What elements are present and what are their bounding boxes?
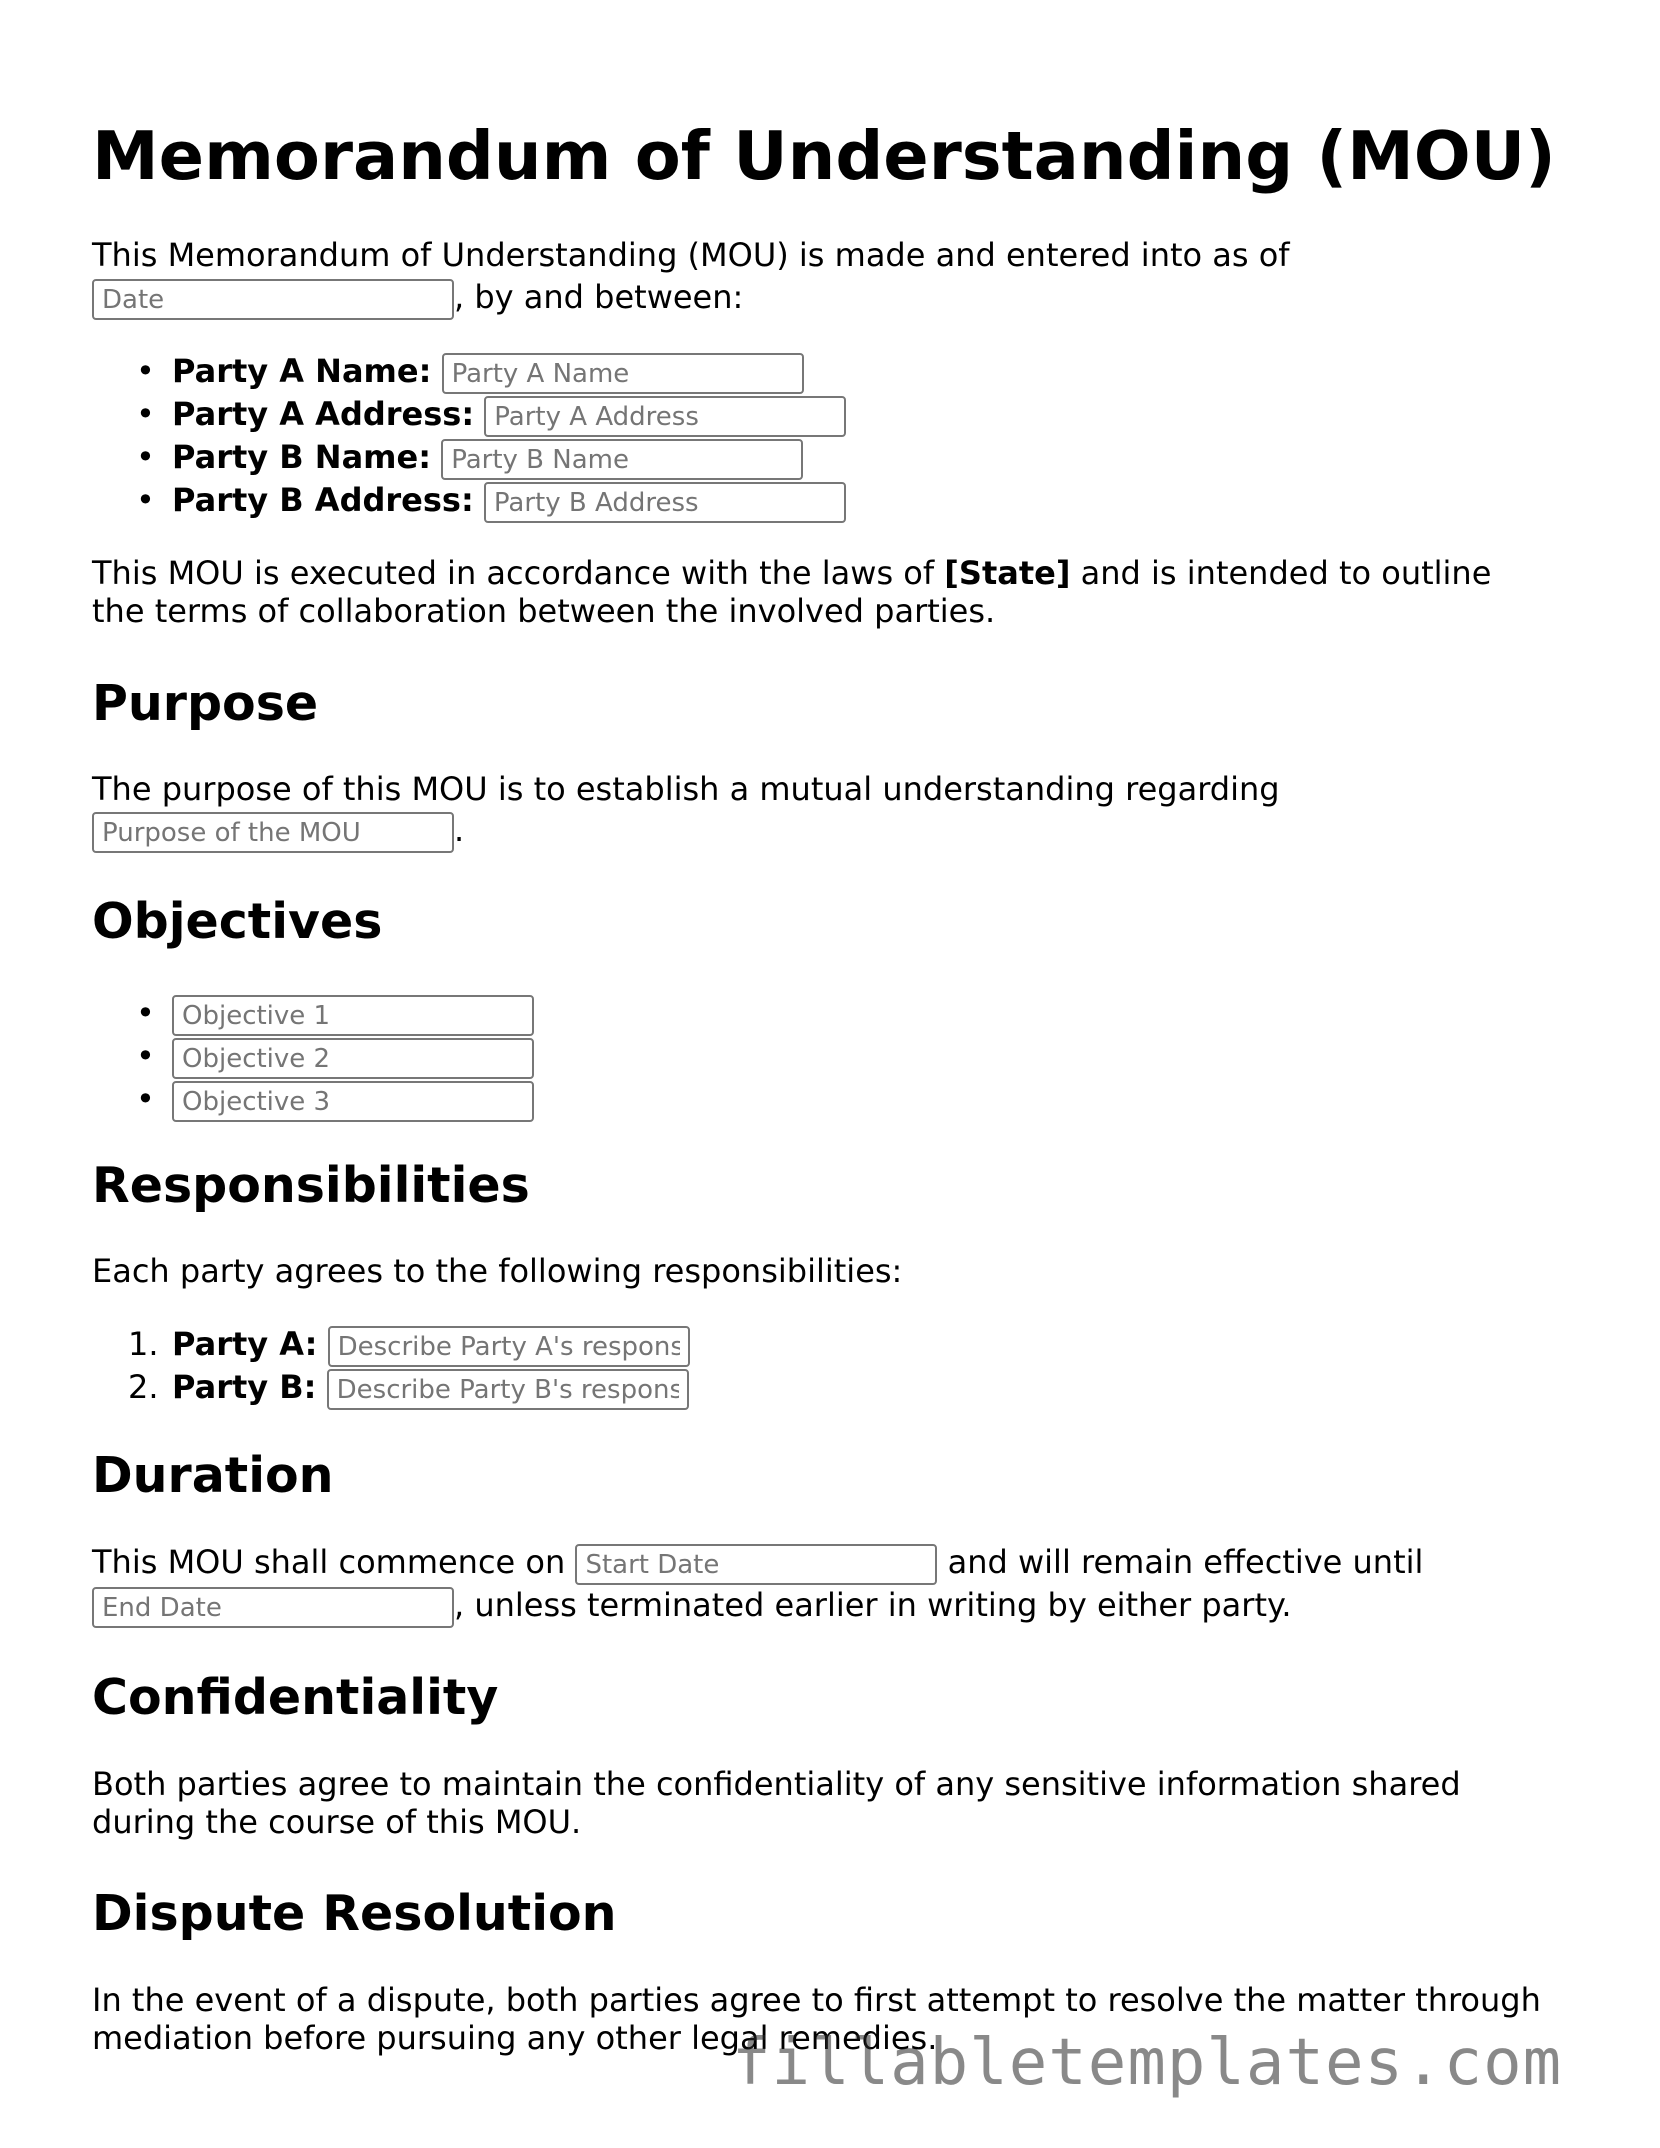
party-b-address-input[interactable] — [484, 482, 846, 523]
dispute-line-1: In the event of a dispute, both parties agree to first attempt to resolve the matter through — [92, 1981, 1541, 2019]
end-date-input[interactable] — [92, 1587, 454, 1628]
list-item — [136, 479, 846, 522]
laws-line-1 — [92, 554, 1491, 592]
bullet: • — [136, 352, 155, 390]
watermark: fillabletemplates.com — [732, 2026, 1563, 2100]
duration-line-1 — [92, 1543, 1423, 1585]
responsibilities-heading: Responsibilities — [92, 1157, 530, 1214]
responsibilities-list — [128, 1323, 690, 1409]
duration-text-middle: and will remain effective until — [947, 1543, 1424, 1581]
parties-list — [136, 350, 846, 522]
party-a-resp-label: Party A: — [172, 1325, 318, 1363]
bullet: • — [136, 1080, 155, 1118]
objective-1-input[interactable] — [172, 995, 534, 1036]
list-item — [136, 992, 534, 1035]
duration-text-after: , unless terminated earlier in writing by either party. — [454, 1586, 1292, 1624]
page-title: Memorandum of Understanding (MOU) — [92, 117, 1556, 195]
purpose-input[interactable] — [92, 812, 454, 853]
objective-3-input[interactable] — [172, 1081, 534, 1122]
list-item — [136, 1078, 534, 1121]
responsibilities-text: Each party agrees to the following responsibilities: — [92, 1252, 903, 1290]
list-item — [136, 436, 846, 479]
party-a-name-label: Party A Name: — [172, 352, 432, 390]
party-b-name-label: Party B Name: — [172, 438, 432, 476]
objectives-heading: Objectives — [92, 893, 383, 950]
dispute-line-2: mediation before pursuing any other legal remedies. — [92, 2019, 938, 2057]
purpose-end: . — [454, 811, 465, 849]
confidentiality-line-1: Both parties agree to maintain the confidentiality of any sensitive information shared — [92, 1765, 1461, 1803]
list-item — [136, 350, 846, 393]
confidentiality-line-2: during the course of this MOU. — [92, 1803, 582, 1841]
bullet: • — [136, 994, 155, 1032]
party-b-address-label: Party B Address: — [172, 481, 474, 519]
party-a-responsibilities-input[interactable] — [328, 1326, 690, 1367]
bullet: • — [136, 1037, 155, 1075]
intro-date-line — [92, 278, 743, 320]
purpose-text: The purpose of this MOU is to establish a mutual understanding regarding — [92, 770, 1280, 808]
bullet: • — [136, 481, 155, 519]
laws-text-after: and is intended to outline — [1080, 554, 1492, 592]
party-b-name-input[interactable] — [441, 439, 803, 480]
duration-text-before: This MOU shall commence on — [92, 1543, 566, 1581]
dispute-heading: Dispute Resolution — [92, 1885, 617, 1942]
intro-text-after: , by and between: — [454, 278, 744, 316]
list-number: 2. — [128, 1368, 159, 1406]
purpose-heading: Purpose — [92, 675, 319, 732]
list-item — [128, 1323, 690, 1366]
confidentiality-heading: Confidentiality — [92, 1669, 499, 1726]
party-a-address-input[interactable] — [484, 396, 846, 437]
duration-heading: Duration — [92, 1447, 334, 1504]
party-b-resp-label: Party B: — [172, 1368, 317, 1406]
objectives-list — [136, 992, 534, 1121]
date-input[interactable] — [92, 279, 454, 320]
list-item — [136, 393, 846, 436]
list-number: 1. — [128, 1325, 159, 1363]
state-placeholder: [State] — [944, 554, 1071, 592]
objective-2-input[interactable] — [172, 1038, 534, 1079]
start-date-input[interactable] — [575, 1544, 937, 1585]
party-a-address-label: Party A Address: — [172, 395, 475, 433]
party-a-name-input[interactable] — [442, 353, 804, 394]
party-b-responsibilities-input[interactable] — [327, 1369, 689, 1410]
duration-line-2 — [92, 1586, 1292, 1628]
bullet: • — [136, 438, 155, 476]
purpose-field-line — [92, 811, 464, 853]
list-item — [136, 1035, 534, 1078]
laws-line-2: the terms of collaboration between the involved parties. — [92, 592, 996, 630]
list-item — [128, 1366, 690, 1409]
intro-text: This Memorandum of Understanding (MOU) is made and entered into as of — [92, 236, 1290, 274]
bullet: • — [136, 395, 155, 433]
laws-text-before: This MOU is executed in accordance with the laws of — [92, 554, 935, 592]
